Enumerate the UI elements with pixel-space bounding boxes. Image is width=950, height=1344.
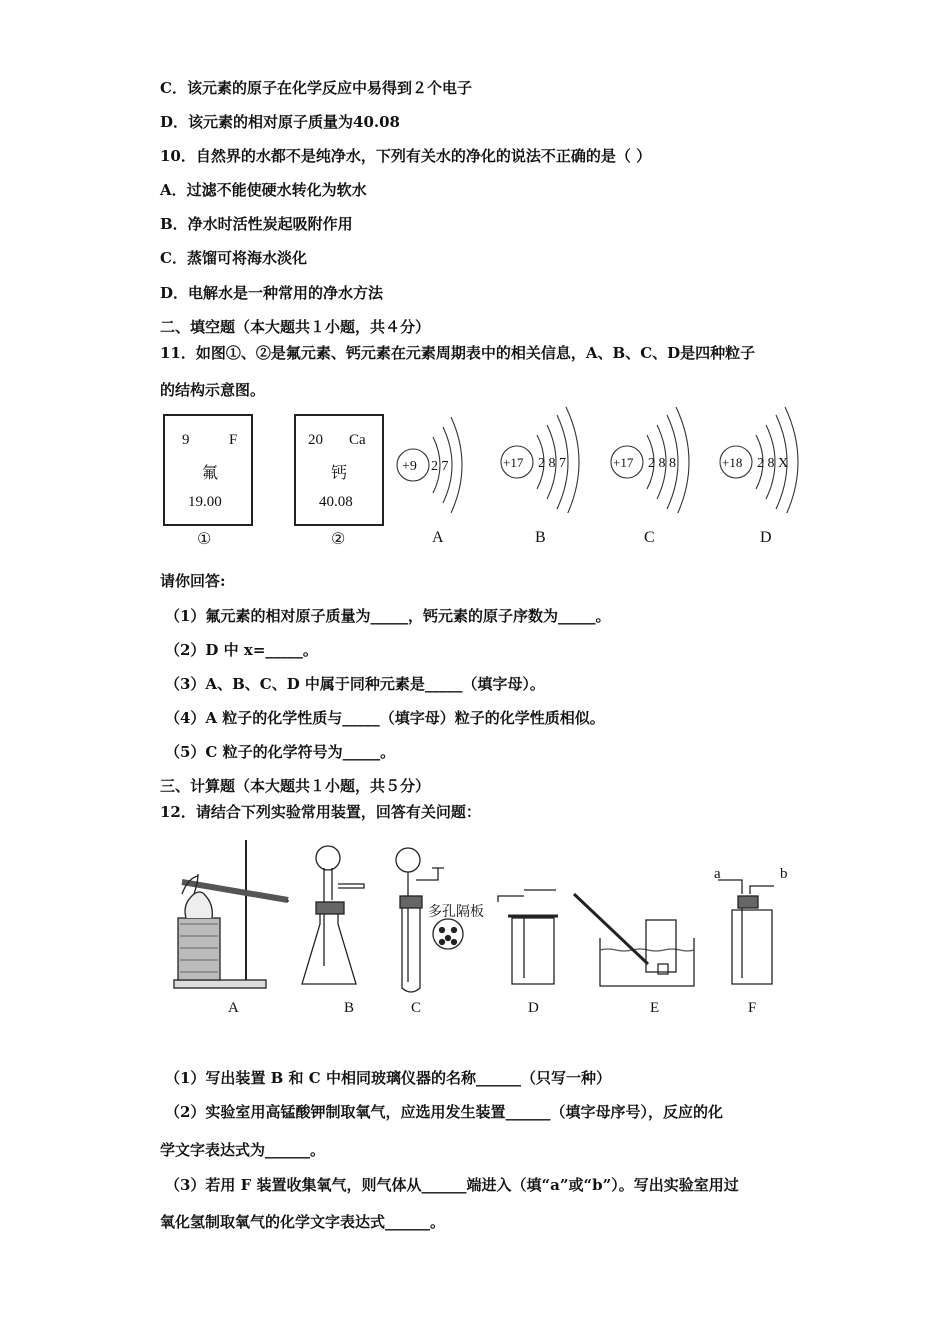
q12-sub-3: （3）若用 F 装置收集氧气，则气体从______端进入（填“a”或“b”）。写出实验室用过 <box>165 1176 739 1194</box>
q9-option-c: C．该元素的原子在化学反应中易得到２个电子 <box>160 79 472 97</box>
element1-symbol: F <box>229 432 238 448</box>
particle-b-electrons: 2 8 7 <box>538 456 566 471</box>
apparatus-label-b: B <box>344 1000 355 1016</box>
particle-d-electrons: 2 8 X <box>757 456 789 471</box>
particle-c-label: C <box>644 529 655 546</box>
apparatus-label-e: E <box>650 1000 660 1016</box>
q10-option-b: B．净水时活性炭起吸附作用 <box>160 215 353 233</box>
q9-option-d: D．该元素的相对原子质量为40.08 <box>160 113 400 131</box>
element1-number: 9 <box>182 432 190 448</box>
element2-number: 20 <box>308 432 323 448</box>
q11-prompt: 请你回答: <box>160 572 226 590</box>
element1-label: ① <box>197 531 212 548</box>
q12-stem: 12．请结合下列实验常用装置，回答有关问题： <box>160 803 481 821</box>
q11-sub-1: （1）氟元素的相对原子质量为_____，钙元素的原子序数为_____。 <box>165 607 611 625</box>
particle-d-nucleus: +18 <box>722 455 743 470</box>
particle-c-electrons: 2 8 8 <box>648 456 676 471</box>
port-b-label: b <box>780 866 788 882</box>
particle-c-nucleus: +17 <box>613 455 634 470</box>
q11-sub-5: （5）C 粒子的化学符号为_____。 <box>165 743 396 761</box>
apparatus-label-c: C <box>411 1000 422 1016</box>
q11-stem-line1: 11．如图①、②是氟元素、钙元素在元素周期表中的相关信息，A、B、C、D是四种粒子 <box>160 344 756 362</box>
q12-sub-2: （2）实验室用高锰酸钾制取氧气，应选用发生装置______（填字母序号），反应的化 <box>165 1103 723 1121</box>
apparatus-label-f: F <box>748 1000 757 1016</box>
plate-label: 多孔隔板 <box>428 904 484 920</box>
apparatus-c-drawing <box>396 848 463 992</box>
q11-sub-3: （3）A、B、C、D 中属于同种元素是_____（填字母）。 <box>165 675 545 693</box>
apparatus-a-drawing <box>174 840 288 988</box>
q12-sub-3-cont: 氧化氢制取氧气的化学文字表达式______。 <box>160 1213 446 1231</box>
q10-option-d: D．电解水是一种常用的净水方法 <box>160 284 384 302</box>
q12-sub-1: （1）写出装置 B 和 C 中相同玻璃仪器的名称______（只写一种） <box>165 1069 611 1087</box>
q11-stem-line2: 的结构示意图。 <box>160 381 266 399</box>
particle-a-electrons: 2 7 <box>431 459 449 474</box>
element2-label: ② <box>331 531 346 548</box>
particle-d-label: D <box>760 529 772 546</box>
particle-b-nucleus: +17 <box>503 455 524 470</box>
section3-heading: 三、计算题（本大题共１小题，共５分） <box>160 777 431 795</box>
apparatus-b-drawing <box>302 846 364 984</box>
q11-sub-4: （4）A 粒子的化学性质与_____（填字母）粒子的化学性质相似。 <box>165 709 605 727</box>
apparatus-figure <box>168 838 808 1020</box>
element2-symbol: Ca <box>349 432 366 448</box>
particle-a-label: A <box>432 529 444 546</box>
element1-mass: 19.00 <box>188 494 222 510</box>
apparatus-f-drawing <box>718 880 774 984</box>
element-box-calcium <box>294 414 384 526</box>
apparatus-label-d: D <box>528 1000 539 1016</box>
q10-option-a: A．过滤不能使硬水转化为软水 <box>160 181 367 199</box>
q11-sub-2: （2）D 中 x=_____。 <box>165 641 318 659</box>
element2-mass: 40.08 <box>319 494 353 510</box>
element-box-fluorine <box>163 414 253 526</box>
section2-heading: 二、填空题（本大题共１小题，共４分） <box>160 318 431 336</box>
element2-name: 钙 <box>331 465 348 482</box>
q12-sub-2-cont: 学文字表达式为______。 <box>160 1141 326 1159</box>
apparatus-label-a: A <box>228 1000 239 1016</box>
particle-diagrams <box>395 405 815 513</box>
q10-option-c: C．蒸馏可将海水淡化 <box>160 249 307 267</box>
particle-a-shell-3 <box>451 417 462 513</box>
particle-a-nucleus: +9 <box>402 459 417 474</box>
apparatus-d-drawing <box>498 890 558 984</box>
apparatus-e-drawing <box>574 894 694 986</box>
element1-name: 氟 <box>202 465 219 482</box>
port-a-label: a <box>714 866 721 882</box>
q10-stem: 10．自然界的水都不是纯净水，下列有关水的净化的说法不正确的是（ ） <box>160 147 652 165</box>
particle-b-label: B <box>535 529 546 546</box>
